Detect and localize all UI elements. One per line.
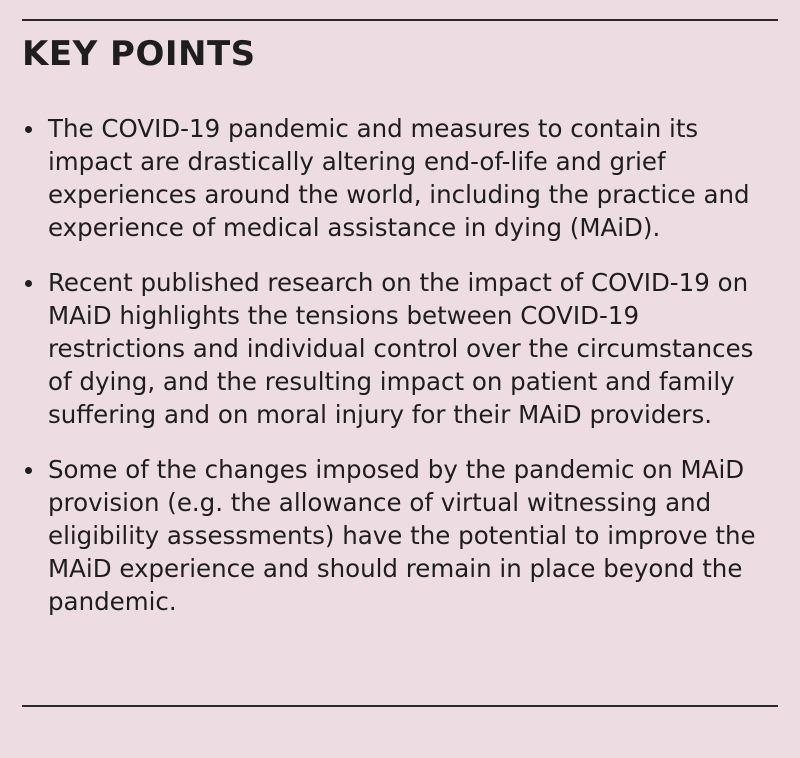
key-point-text: Recent published research on the impact of COVID-19 on MAiD highlights the tensions between COVID-19 restrictions and individual control over the circumstances of dying, and the resulting impact on patient and family suffering and on moral injury for their MAiD providers. [48,268,754,429]
bullet-icon [25,126,32,133]
bullet-icon [25,280,32,287]
bullet-icon [25,467,32,474]
key-point-item [22,453,778,618]
key-point-item [22,112,778,244]
key-point-text: Some of the changes imposed by the pandemic on MAiD provision (e.g. the allowance of virtual witnessing and eligibility assessments) have the potential to improve the MAiD experience and should remain in place beyond the pandemic. [48,455,756,616]
key-point-text: The COVID-19 pandemic and measures to contain its impact are drastically altering end-of-life and grief experiences around the world, including the practice and experience of medical assistance in dying (MAiD). [48,114,750,242]
top-rule [22,19,778,21]
key-point-item [22,266,778,431]
key-points-heading: KEY POINTS [22,34,256,74]
key-points-box [22,0,778,758]
bottom-rule [22,705,778,707]
key-points-list [22,112,778,640]
